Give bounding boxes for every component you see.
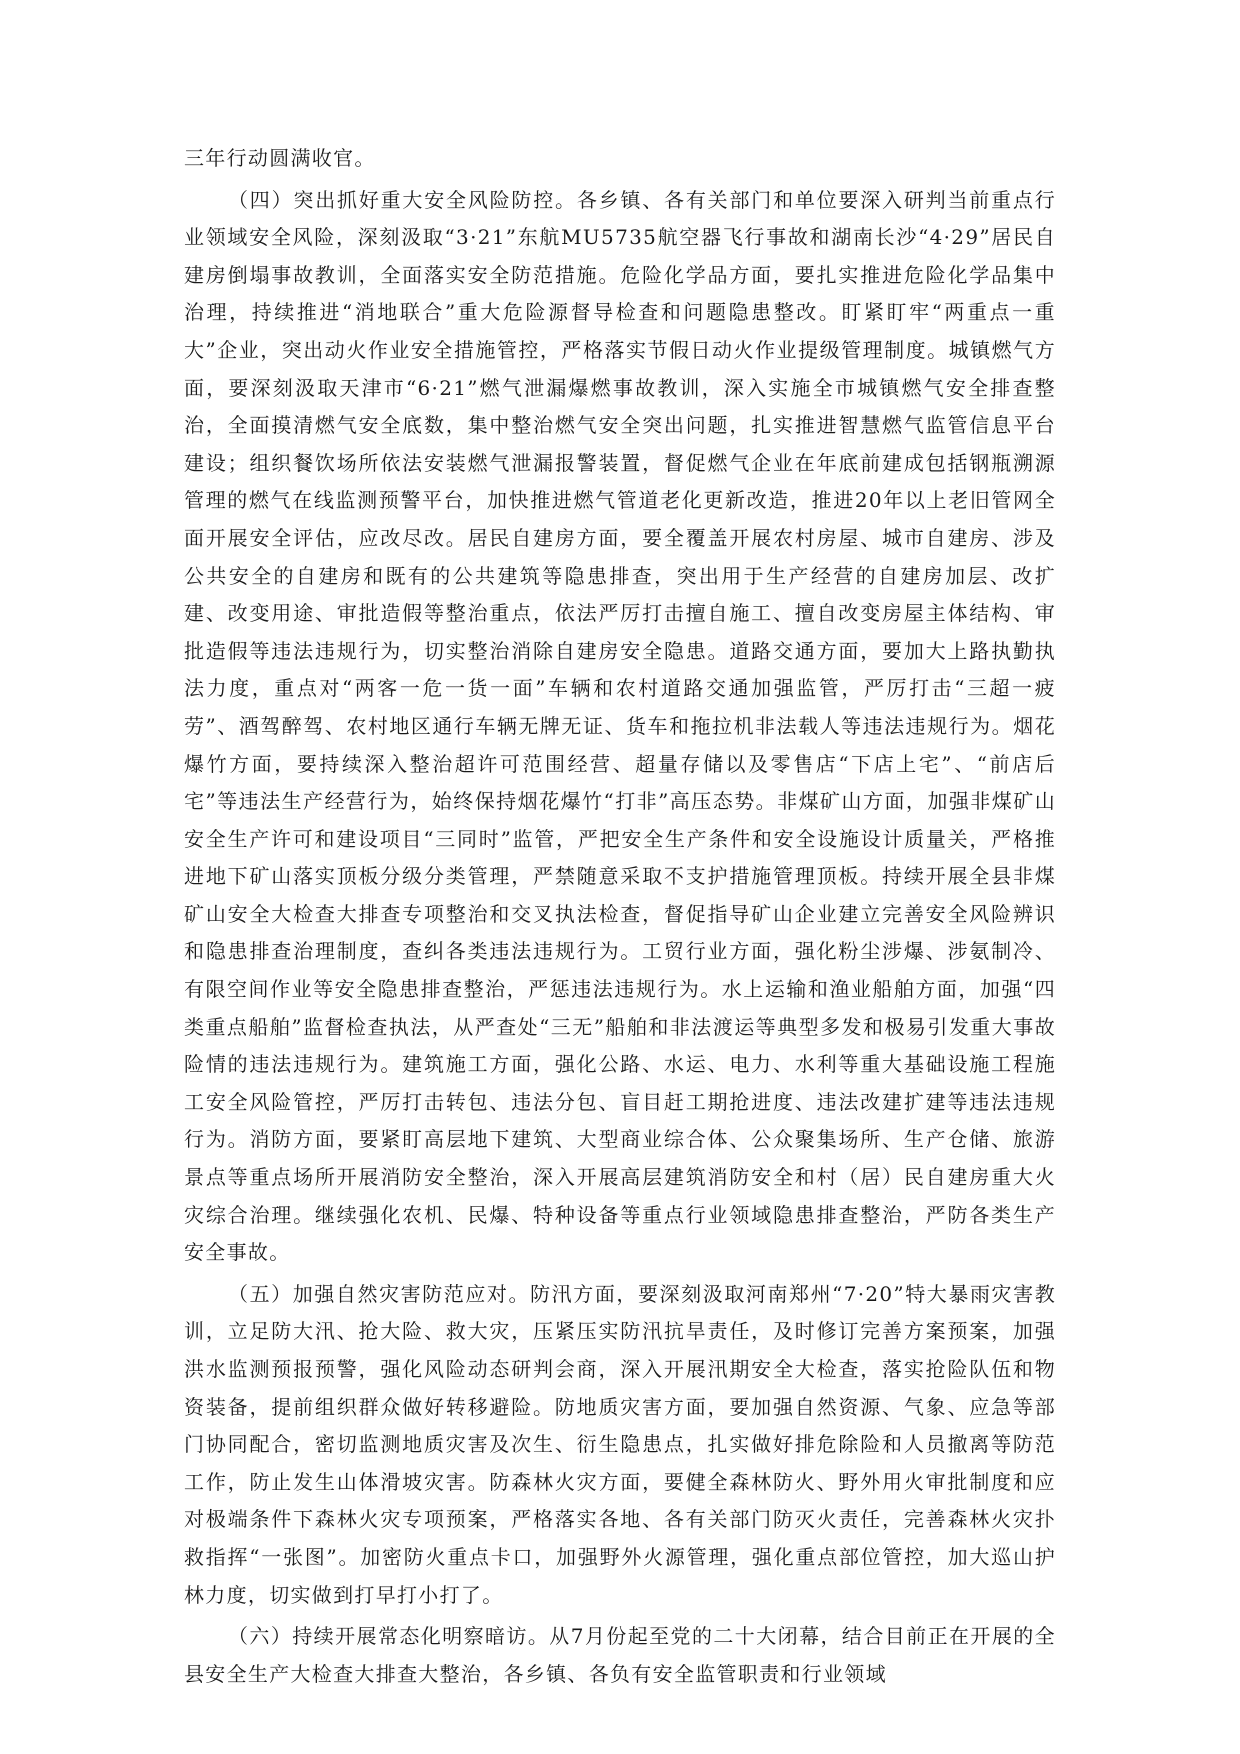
paragraph-section-6-inspection: （六）持续开展常态化明察暗访。从7月份起至党的二十大闭幕，结合目前正在开展的全县安全生产大检查大排查大整治，各乡镇、各负有安全监管职责和行业领域 — [184, 1624, 1056, 1686]
paragraph-section-5-natural-disaster: （五）加强自然灾害防范应对。防汛方面，要深刻汲取河南郑州“7·20”特大暴雨灾害教训，立足防大汛、抢大险、救大灾，压紧压实防汛抗旱责任，及时修订完善方案预案，加强洪水监测预报预警，强化风险动态研判会商，深入开展汛期安全大检查，落实抢险队伍和物资装备，提前组织群众做好转移避险。防地质灾害方面，要加强自然资源、气象、应急等部门协同配合，密切监测地质灾害及次生、衍生隐患点，扎实做好排危除险和人员撤离等防范工作，防止发生山体滑坡灾害。防森林火灾方面，要健全森林防火、野外用火审批制度和应对极端条件下森林火灾专项预案，严格落实各地、各有关部门防灭火责任，完善森林火灾扑救指挥“一张图”。加密防火重点卡口，加强野外火源管理，强化重点部位管控，加大巡山护林力度，切实做到打早打小打了。 — [184, 1281, 1056, 1607]
paragraph-section-4-risk-control: （四）突出抓好重大安全风险防控。各乡镇、各有关部门和单位要深入研判当前重点行业领域安全风险，深刻汲取“3·21”东航MU5735航空器飞行事故和湖南长沙“4·29”居民自建房倒塌事故教训，全面落实安全防范措施。危险化学品方面，要扎实推进危险化学品集中治理，持续推进“消地联合”重大危险源督导检查和问题隐患整改。盯紧盯牢“两重点一重大”企业，突出动火作业安全措施管控，严格落实节假日动火作业提级管理制度。城镇燃气方面，要深刻汲取天津市“6·21”燃气泄漏爆燃事故教训，深入实施全市城镇燃气安全排查整治，全面摸清燃气安全底数，集中整治燃气安全突出问题，扎实推进智慧燃气监管信息平台建设；组织餐饮场所依法安装燃气泄漏报警装置，督促燃气企业在年底前建成包括钢瓶溯源管理的燃气在线监测预警平台，加快推进燃气管道老化更新改造，推进20年以上老旧管网全面开展安全评估，应改尽改。居民自建房方面，要全覆盖开展农村房屋、城市自建房、涉及公共安全的自建房和既有的公共建筑等隐患排查，突出用于生产经营的自建房加层、改扩建、改变用途、审批造假等整治重点，依法严厉打击擅自施工、擅自改变房屋主体结构、审批造假等违法违规行为，切实整治消除自建房安全隐患。道路交通方面，要加大上路执勤执法力度，重点对“两客一危一货一面”车辆和农村道路交通加强监管，严厉打击“三超一疲劳”、酒驾醉驾、农村地区通行车辆无牌无证、货车和拖拉机非法载人等违法违规行为。烟花爆竹方面，要持续深入整治超许可范围经营、超量存储以及零售店“下店上宅”、“前店后宅”等违法生产经营行为，始终保持烟花爆竹“打非”高压态势。非煤矿山方面，加强非煤矿山安全生产许可和建设项目“三同时”监管，严把安全生产条件和安全设施设计质量关，严格推进地下矿山落实顶板分级分类管理，严禁随意采取不支护措施管理顶板。持续开展全县非煤矿山安全大检查大排查专项整治和交叉执法检查，督促指导矿山企业建立完善安全风险辨识和隐患排查治理制度，查纠各类违法违规行为。工贸行业方面，强化粉尘涉爆、涉氨制冷、有限空间作业等安全隐患排查整治，严惩违法违规行为。水上运输和渔业船舶方面，加强“四类重点船舶”监督检查执法，从严查处“三无”船舶和非法渡运等典型多发和极易引发重大事故险情的违法违规行为。建筑施工方面，强化公路、水运、电力、水利等重大基础设施工程施工安全风险管控，严厉打击转包、违法分包、盲目赶工期抢进度、违法改建扩建等违法违规行为。消防方面，要紧盯高层地下建筑、大型商业综合体、公众聚集场所、生产仓储、旅游景点等重点场所开展消防安全整治，深入开展高层建筑消防安全和村（居）民自建房重大火灾综合治理。继续强化农机、民爆、特种设备等重点行业领域隐患排查整治，严防各类生产安全事故。 — [184, 187, 1056, 1265]
document-page — [184, 140, 1056, 1720]
paragraph-continuation: 三年行动圆满收官。 — [184, 146, 376, 170]
